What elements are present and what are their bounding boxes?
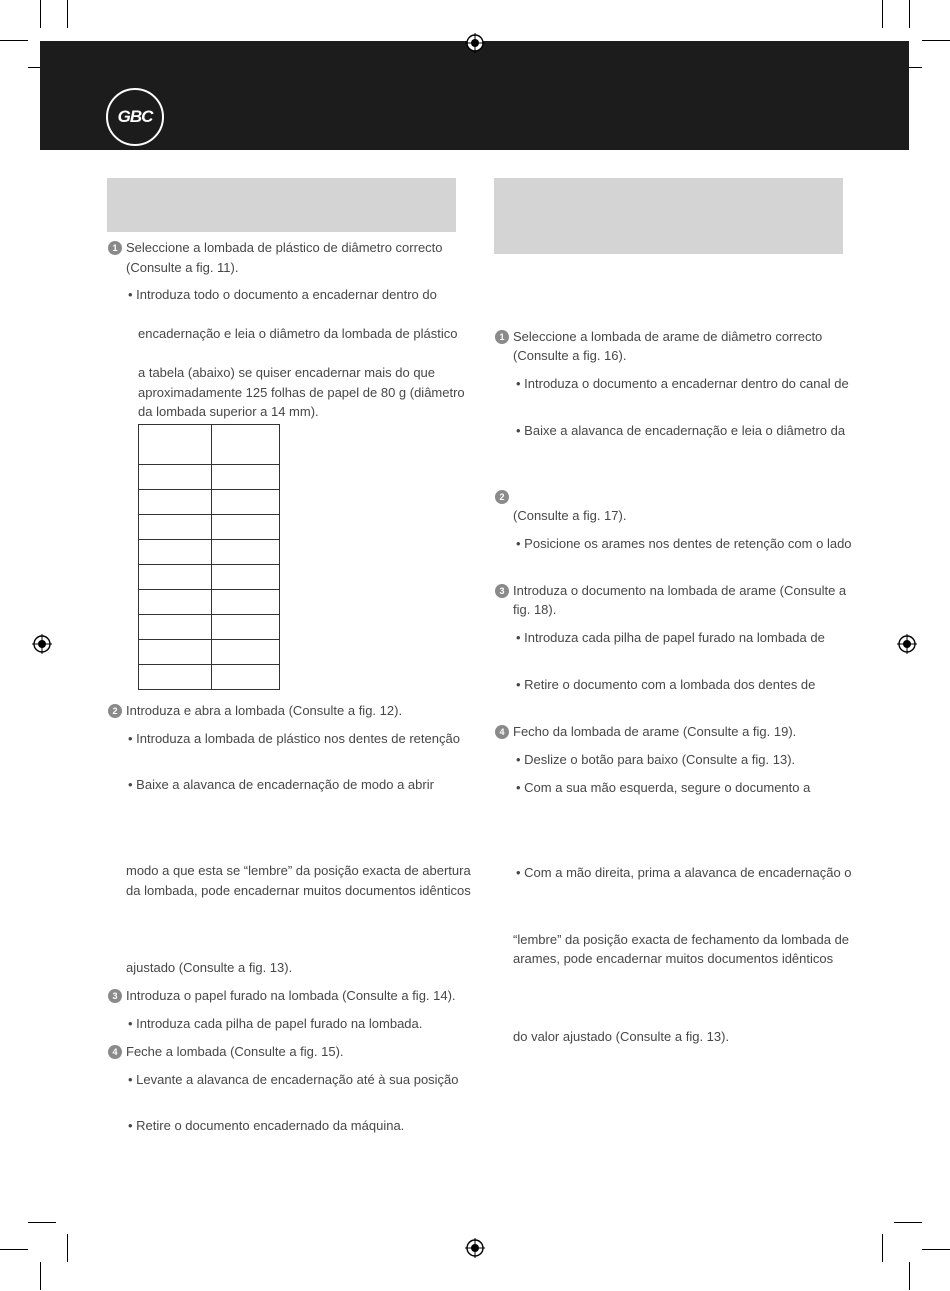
table-cell [139,465,212,490]
step-number-badge: 1 [108,241,122,255]
body-text: modo a que esta se “lembre” da posição exacta de abertura [126,863,471,878]
crop-mark [882,0,883,28]
body-text: arames, pode encadernar muitos documentos idênticos [513,951,834,966]
table-cell [212,640,280,665]
table-cell [212,490,280,515]
step-number-badge: 4 [108,1045,122,1059]
registration-mark-icon [32,634,52,654]
body-text: do valor ajustado (Consulte a fig. 13). [513,1029,730,1044]
table-cell [139,540,212,565]
bullet-text: • Introduza cada pilha de papel furado na lombada. [128,1016,423,1031]
table-cell [212,540,280,565]
step-text: (Consulte a fig. 11). [126,260,239,275]
table-cell [212,590,280,615]
crop-mark [0,1249,28,1250]
crop-mark [922,40,950,41]
crop-mark [40,0,41,28]
bullet-text: encadernação e leia o diâmetro da lombada de plástico [138,326,458,341]
step-number-badge: 3 [495,584,509,598]
table-cell [139,425,212,465]
crop-mark [28,1222,56,1223]
table-cell [139,615,212,640]
bullet-text: • Introduza o documento a encadernar dentro do canal de [516,376,849,391]
bullet-text: • Posicione os arames nos dentes de retenção com o lado [516,536,852,551]
header-band [40,41,909,150]
bullet-text: • Com a sua mão esquerda, segure o documento a [516,780,811,795]
table-cell [212,515,280,540]
crop-mark [909,1262,910,1290]
step-text: Introduza e abra a lombada (Consulte a fig. 12). [126,703,403,718]
bullet-text: • Baixe a alavanca de encadernação e leia o diâmetro da [516,423,846,438]
registration-mark-icon [465,1238,485,1258]
crop-mark [894,1222,922,1223]
bullet-text: • Introduza a lombada de plástico nos dentes de retenção [128,731,460,746]
right-heading-box [494,178,843,254]
crop-mark [882,1234,883,1262]
step-number-badge: 2 [108,704,122,718]
step-text: Introduza o papel furado na lombada (Consulte a fig. 14). [126,988,456,1003]
bullet-text: • Levante a alavanca de encadernação até à sua posição [128,1072,459,1087]
table-cell [139,590,212,615]
table-cell [212,565,280,590]
step-number-badge: 4 [495,725,509,739]
crop-mark [909,0,910,28]
step-number-badge: 3 [108,989,122,1003]
step-text: Feche a lombada (Consulte a fig. 15). [126,1044,344,1059]
step-text: Introduza o documento na lombada de arame (Consulte a [513,583,847,598]
step-text: Fecho da lombada de arame (Consulte a fig. 19). [513,724,797,739]
bullet-text: • Retire o documento encadernado da máquina. [128,1118,405,1133]
step-text: (Consulte a fig. 16). [513,348,627,363]
step-number-badge: 2 [495,490,509,504]
step-number-badge: 1 [495,330,509,344]
crop-mark [922,1249,950,1250]
table-cell [212,465,280,490]
registration-mark-icon [465,33,485,53]
bullet-text: • Baixe a alavanca de encadernação de modo a abrir [128,777,434,792]
crop-mark [40,1262,41,1290]
table-cell [212,615,280,640]
table-cell [139,515,212,540]
table-cell [139,640,212,665]
crop-mark [67,0,68,28]
bullet-text: aproximadamente 125 folhas de papel de 80 g (diâmetro [138,385,465,400]
body-text: da lombada, pode encadernar muitos documentos idênticos [126,883,471,898]
crop-mark [67,1234,68,1262]
bullet-text: • Introduza cada pilha de papel furado na lombada de [516,630,825,645]
bullet-text: • Com a mão direita, prima a alavanca de encadernação o [516,865,852,880]
table-cell [139,665,212,690]
table-cell [212,425,280,465]
table-cell [212,665,280,690]
left-heading-box [107,178,456,232]
crop-mark [0,40,28,41]
step-text: Seleccione a lombada de plástico de diâmetro correcto [126,240,443,255]
diameter-table [138,424,280,690]
bullet-text: a tabela (abaixo) se quiser encadernar mais do que [138,365,436,380]
body-text: ajustado (Consulte a fig. 13). [126,960,293,975]
table-cell [139,565,212,590]
registration-mark-icon [897,634,917,654]
bullet-text: • Introduza todo o documento a encadernar dentro do [128,287,437,302]
step-text: fig. 18). [513,602,557,617]
gbc-logo: GBC [106,88,164,146]
step-text: Seleccione a lombada de arame de diâmetro correcto [513,329,823,344]
bullet-text: • Deslize o botão para baixo (Consulte a fig. 13). [516,752,796,767]
bullet-text: da lombada superior a 14 mm). [138,404,319,419]
body-text: “lembre” da posição exacta de fechamento da lombada de [513,932,850,947]
table-cell [139,490,212,515]
step-text: (Consulte a fig. 17). [513,508,627,523]
bullet-text: • Retire o documento com a lombada dos dentes de [516,677,816,692]
